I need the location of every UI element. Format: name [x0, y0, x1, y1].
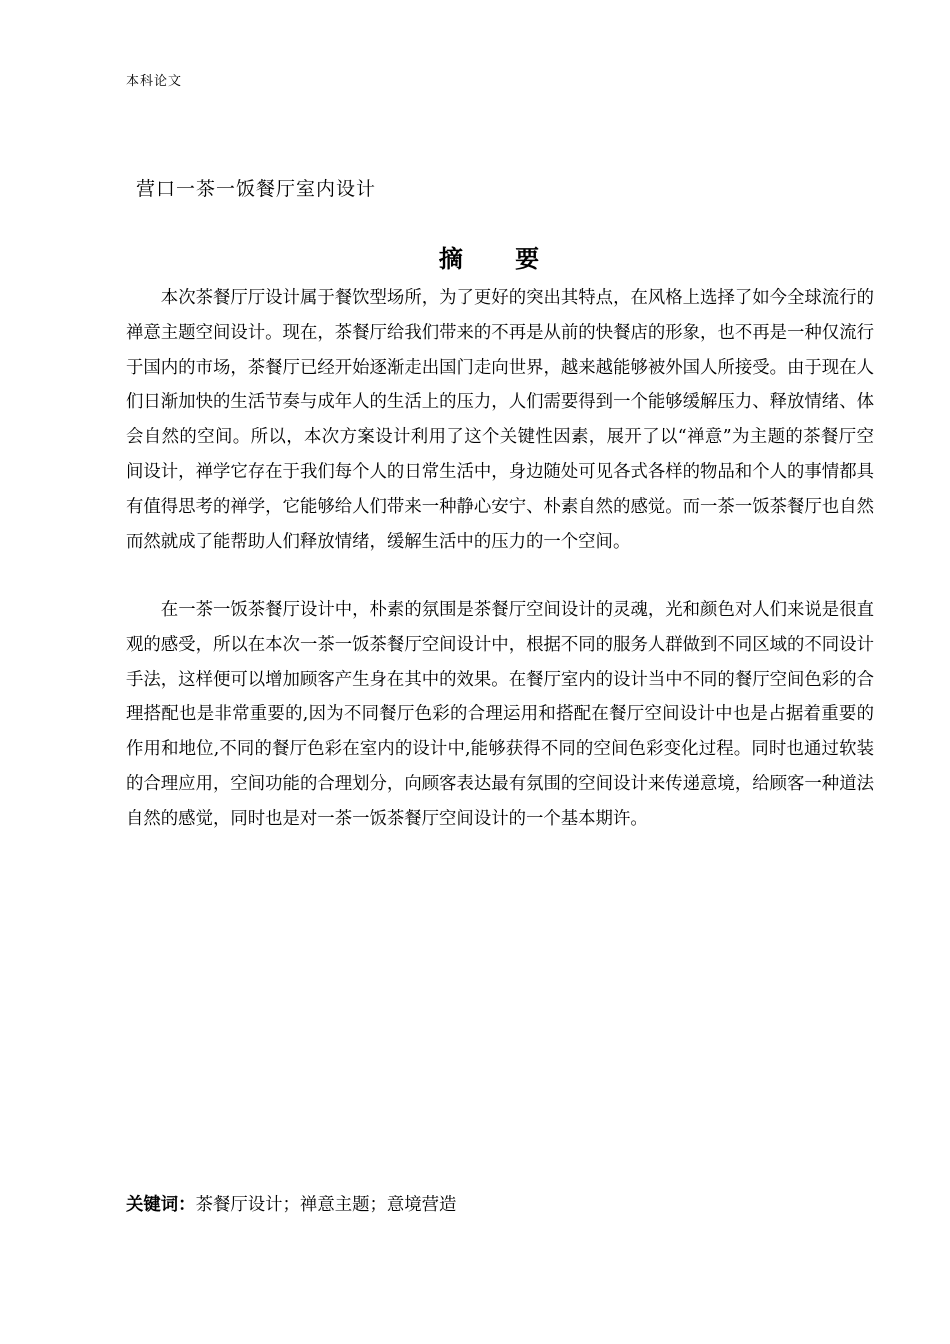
keywords-line — [126, 1190, 456, 1215]
keywords-label: 关键词： — [126, 1195, 196, 1215]
keywords-value: 茶餐厅设计；禅意主题；意境营造 — [195, 1195, 457, 1215]
abstract-paragraph-2: 在一茶一饭茶餐厅设计中，朴素的氛围是茶餐厅空间设计的灵魂，光和颜色对人们来说是很直观的感受，所以在本次一茶一饭茶餐厅空间设计中，根据不同的服务人群做到不同区域的不同设计手法，这样便可以增加顾客产生身在其中的效果。在餐厅室内的设计当中不同的餐厅空间色彩的合理搭配也是非常重要的,因为不同餐厅色彩的合理运用和搭配在餐厅空间设计中也是占据着重要的作用和地位,不同的餐厅色彩在室内的设计中,能够获得不同的空间色彩变化过程。同时也通过软装的合理应用，空间功能的合理划分，向顾客表达最有氛围的空间设计来传递意境，给顾客一种道法自然的感觉，同时也是对一茶一饭茶餐厅空间设计的一个基本期许。 — [126, 600, 874, 829]
running-header: 本科论文 — [126, 74, 183, 89]
abstract-heading: 摘 要 — [438, 245, 562, 273]
abstract-paragraph-1: 本次茶餐厅厅设计属于餐饮型场所，为了更好的突出其特点，在风格上选择了如今全球流行的禅意主题空间设计。现在，茶餐厅给我们带来的不再是从前的快餐店的形象，也不再是一种仅流行于国内的市场，茶餐厅已经开始逐渐走出国门走向世界，越来越能够被外国人所接受。由于现在人们日渐加快的生活节奏与成年人的生活上的压力，人们需要得到一个能够缓解压力、释放情绪、体会自然的空间。所以，本次方案设计利用了这个关键性因素，展开了以“禅意”为主题的茶餐厅空间设计，禅学它存在于我们每个人的日常生活中，身边随处可见各式各样的物品和个人的事情都具有值得思考的禅学，它能够给人们带来一种静心安宁、朴素自然的感觉。而一茶一饭茶餐厅也自然而然就成了能帮助人们释放情绪，缓解生活中的压力的一个空间。 — [126, 288, 874, 552]
thesis-title: 营口一茶一饭餐厅室内设计 — [136, 178, 377, 200]
